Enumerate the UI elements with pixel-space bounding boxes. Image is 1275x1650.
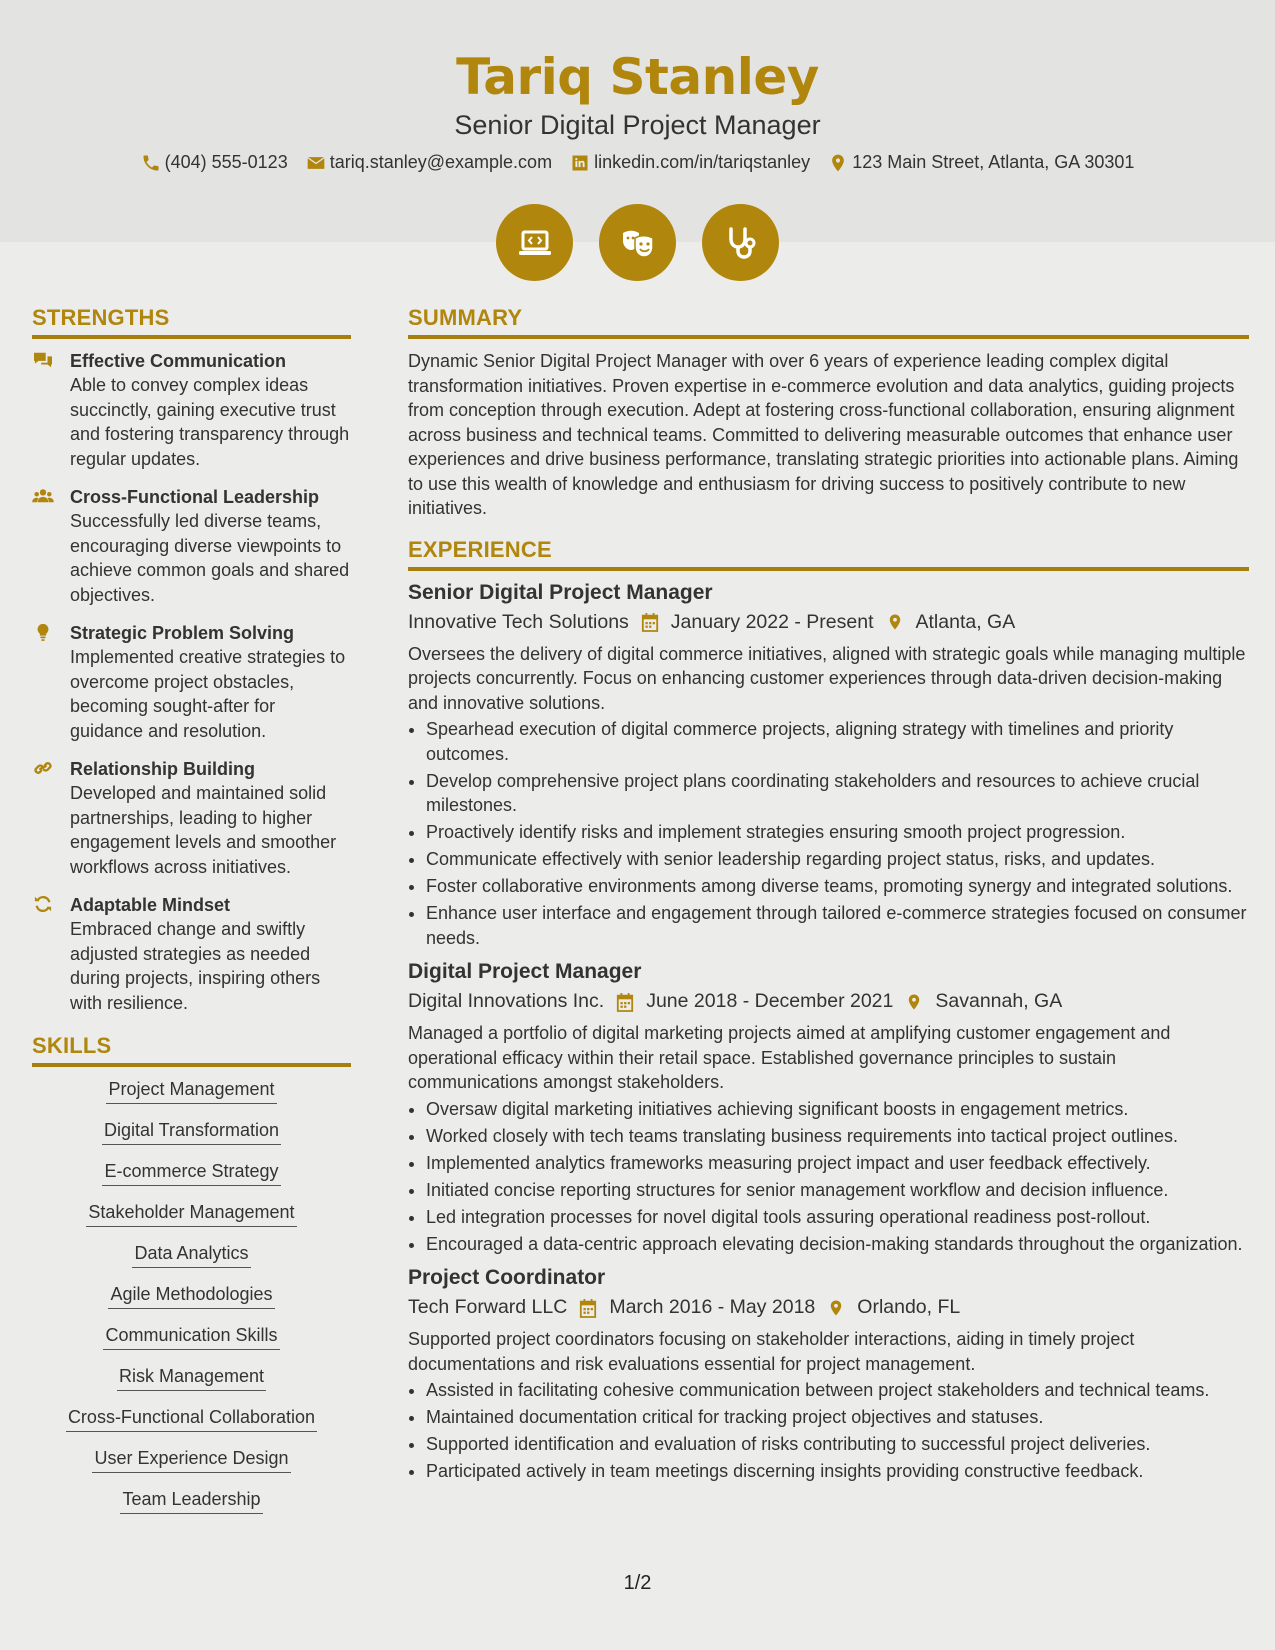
bullet-item: • Implemented analytics frameworks measuring project impact and user feedback effectively. [426, 1151, 1249, 1176]
lightbulb-icon [32, 623, 54, 641]
job-description: Supported project coordinators focusing on stakeholder interactions, aiding in timely project documentations and risk evaluations essential for project management. [408, 1329, 1135, 1374]
skill-tag: Risk Management [117, 1364, 266, 1391]
link-icon [32, 759, 54, 777]
contact-address [828, 152, 1134, 173]
bullet-item: • Maintained documentation critical for tracking project objectives and statuses. [426, 1405, 1249, 1430]
theater-masks-icon [618, 223, 658, 263]
skill-tag: Stakeholder Management [86, 1200, 296, 1227]
strength-title: Strategic Problem Solving [70, 623, 295, 643]
bullet-item: • Encouraged a data-centric approach elevating decision-making standards throughout the organization. [426, 1232, 1249, 1257]
map-pin-icon [827, 1298, 845, 1318]
job-bullets [408, 1097, 1249, 1257]
skills-heading: SKILLS [32, 1033, 351, 1067]
linkedin-icon [570, 153, 590, 173]
stethoscope-icon [721, 223, 761, 263]
bullet-item: • Led integration processes for novel digital tools assuring operational readiness post-rollout. [426, 1205, 1249, 1230]
bullet-item: • Initiated concise reporting structures for senior management workflow and decision influence. [426, 1178, 1249, 1203]
strength-title: Adaptable Mindset [70, 895, 231, 915]
badge-laptop [496, 204, 573, 281]
interest-badges [0, 204, 1275, 281]
contact-phone [141, 152, 288, 173]
contact-linkedin[interactable] [570, 152, 810, 173]
job-dates: June 2018 - December 2021 [646, 990, 894, 1012]
strength-title: Effective Communication [70, 351, 287, 371]
strength-item [32, 485, 351, 607]
bullet-item: • Assisted in facilitating cohesive communication between project stakeholders and technical teams. [426, 1378, 1249, 1403]
strength-desc: Successfully led diverse teams, encouraging diverse viewpoints to achieve common goals and shared objectives. [70, 511, 350, 605]
bullet-item: • Develop comprehensive project plans coordinating stakeholders and resources to achieve crucial milestones. [426, 769, 1249, 818]
job-description: Managed a portfolio of digital marketing projects aimed at amplifying customer engagement and operational efficacy within their retail space. Established governance principles to sustain communications amongst stakeholders. [408, 1023, 1171, 1092]
strength-desc: Able to convey complex ideas succinctly, gaining executive trust and fostering transparency through regular updates. [70, 375, 350, 469]
right-column [408, 305, 1249, 1494]
linkedin-text[interactable]: linkedin.com/in/tariqstanley [594, 152, 811, 172]
strength-desc: Developed and maintained solid partnerships, leading to higher engagement levels and smoother workflows across initiatives. [70, 783, 337, 877]
bullet-item: • Foster collaborative environments among diverse teams, promoting synergy and integrated solutions. [426, 874, 1249, 899]
job-title: Project Coordinator [408, 1266, 606, 1289]
experience-heading: EXPERIENCE [408, 537, 1249, 571]
job-meta [408, 1296, 1249, 1319]
strength-item [32, 349, 351, 471]
job-entry [408, 960, 1249, 1256]
job-location: Atlanta, GA [915, 610, 1016, 633]
bullet-item: • Participated actively in team meetings discerning insights providing constructive feedback. [426, 1459, 1249, 1484]
job-description: Oversees the delivery of digital commerce initiatives, aligned with strategic goals while managing multiple projects concurrently. Focus on enhancing customer experiences through data-driven decision-making and innovative solutions. [408, 643, 1246, 713]
strength-item [32, 757, 351, 879]
skill-tag: Cross-Functional Collaboration [66, 1405, 317, 1432]
candidate-name: Tariq Stanley [456, 48, 819, 106]
skill-tag: E-commerce Strategy [102, 1159, 280, 1186]
badge-stethoscope [702, 204, 779, 281]
contact-row [0, 152, 1275, 173]
job-dates: March 2016 - May 2018 [609, 1296, 816, 1318]
envelope-icon [306, 153, 326, 173]
bullet-item: • Proactively identify risks and implement strategies ensuring smooth project progression. [426, 820, 1249, 845]
job-title: Digital Project Manager [408, 960, 642, 983]
strength-item [32, 621, 351, 743]
bullet-item: • Communicate effectively with senior leadership regarding project status, risks, and updates. [426, 847, 1249, 872]
skills-list [32, 1077, 351, 1528]
bullet-item: • Oversaw digital marketing initiatives achieving significant boosts in engagement metrics. [426, 1097, 1249, 1122]
skill-tag: Team Leadership [120, 1487, 262, 1514]
candidate-role: Senior Digital Project Manager [454, 110, 821, 140]
job-entry [408, 1266, 1249, 1484]
skill-tag: Agile Methodologies [108, 1282, 274, 1309]
sync-icon [32, 895, 54, 913]
strength-item [32, 893, 351, 1015]
summary-heading: SUMMARY [408, 305, 1249, 339]
job-location: Savannah, GA [935, 990, 1063, 1012]
badge-masks [599, 204, 676, 281]
skill-tag: Communication Skills [103, 1323, 279, 1350]
skill-tag: Data Analytics [132, 1241, 250, 1268]
job-company: Innovative Tech Solutions [408, 610, 629, 633]
skill-tag: Digital Transformation [102, 1118, 281, 1145]
job-location: Orlando, FL [857, 1296, 961, 1318]
comments-icon [32, 351, 54, 369]
users-icon [32, 487, 54, 505]
map-pin-icon [886, 612, 904, 632]
strength-title: Cross-Functional Leadership [70, 487, 320, 507]
bullet-item: • Spearhead execution of digital commerce projects, aligning strategy with timelines and priority outcomes. [426, 717, 1249, 766]
calendar-icon [641, 612, 659, 632]
job-company: Digital Innovations Inc. [408, 990, 605, 1012]
job-dates: January 2022 - Present [670, 610, 874, 633]
left-column [32, 305, 351, 1528]
strengths-heading: STRENGTHS [32, 305, 351, 339]
bullet-item: • Supported identification and evaluation of risks contributing to successful project deliveries. [426, 1432, 1249, 1457]
phone-text: (404) 555-0123 [164, 152, 288, 172]
strength-title: Relationship Building [70, 759, 255, 779]
bullet-item: • Worked closely with tech teams translating business requirements into tactical project outlines. [426, 1124, 1249, 1149]
contact-email[interactable] [306, 152, 552, 173]
job-meta [408, 611, 1249, 634]
email-text[interactable]: tariq.stanley@example.com [329, 152, 553, 172]
calendar-icon [616, 992, 634, 1012]
strength-desc: Implemented creative strategies to overcome project obstacles, becoming sought-after for guidance and resolution. [70, 647, 346, 741]
job-entry [408, 581, 1249, 951]
map-pin-icon [828, 153, 848, 173]
job-meta [408, 990, 1249, 1013]
map-pin-icon [905, 992, 923, 1012]
calendar-icon [579, 1298, 597, 1318]
skill-tag: User Experience Design [92, 1446, 290, 1473]
laptop-code-icon [515, 223, 555, 263]
page-number: 1/2 [623, 1572, 652, 1594]
address-text: 123 Main Street, Atlanta, GA 30301 [852, 152, 1135, 172]
bullet-item: • Enhance user interface and engagement through tailored e-commerce strategies focused on consumer needs. [426, 901, 1249, 950]
skill-tag: Project Management [106, 1077, 276, 1104]
job-company: Tech Forward LLC [408, 1296, 568, 1318]
strength-desc: Embraced change and swiftly adjusted strategies as needed during projects, inspiring others with resilience. [70, 919, 321, 1013]
phone-icon [141, 153, 161, 173]
summary-text: Dynamic Senior Digital Project Manager with over 6 years of experience leading complex digital transformation initiatives. Proven expertise in e-commerce evolution and data analytics, guiding projects from conception through execution. Adept at fostering cross-functional collaboration, ensuring alignment across business and technical teams. Committed to delivering measurable outcomes that enhance user experiences and drive business performance, translating strategic priorities into actionable plans. Aiming to use this wealth of knowledge and enthusiasm for driving success to positively contribute to new initiatives. [408, 351, 1239, 518]
job-title: Senior Digital Project Manager [408, 580, 713, 604]
job-bullets [408, 1378, 1249, 1484]
job-bullets [408, 717, 1249, 950]
